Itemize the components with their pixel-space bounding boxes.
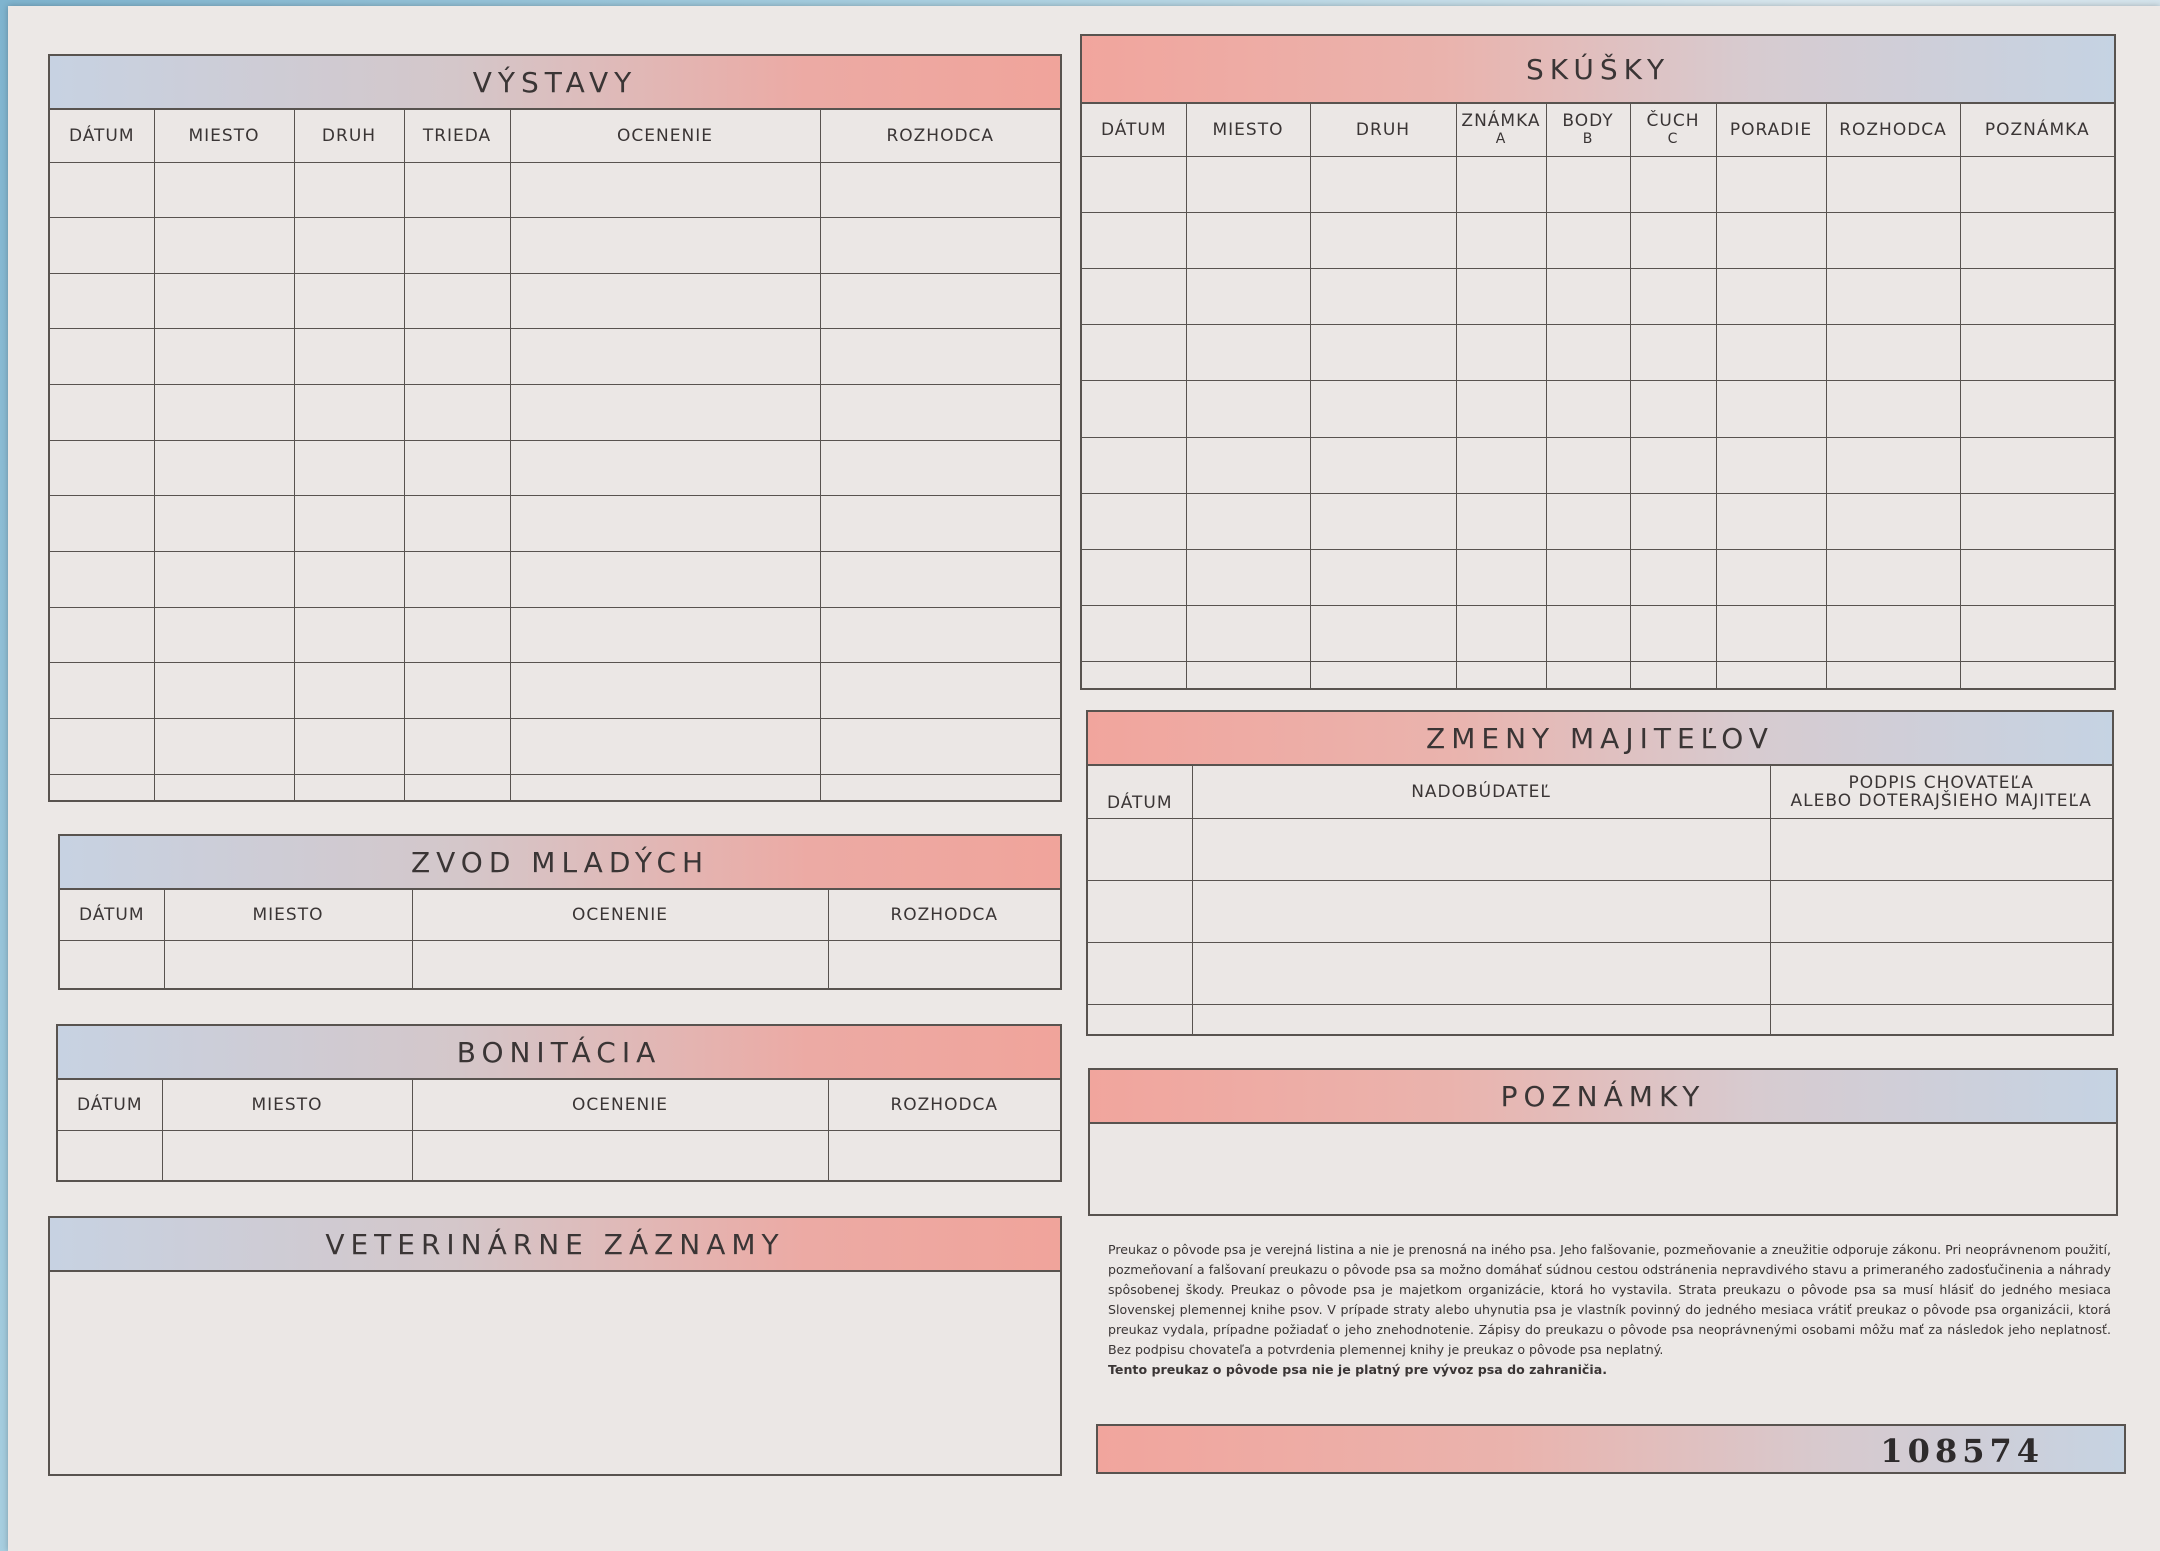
table-cell[interactable] (1456, 212, 1546, 268)
table-cell[interactable] (1088, 818, 1192, 880)
skusky-col-header (1630, 104, 1716, 156)
table-cell[interactable] (1082, 268, 1186, 324)
table-cell[interactable] (510, 663, 820, 719)
table-cell[interactable] (1082, 156, 1186, 212)
table-cell[interactable] (1186, 606, 1310, 662)
table-cell[interactable] (294, 385, 404, 441)
table-cell[interactable] (1770, 943, 2112, 1005)
table-cell[interactable] (1826, 212, 1960, 268)
table-cell[interactable] (820, 329, 1060, 385)
bonitacia-col-header: OCENENIE (412, 1080, 828, 1130)
table-cell[interactable] (294, 329, 404, 385)
zmeny-col-podpis-line1: PODPIS CHOVATEĽA (1848, 772, 2034, 793)
table-cell[interactable] (1186, 437, 1310, 493)
table-cell[interactable] (50, 329, 154, 385)
table-cell[interactable] (1310, 381, 1456, 437)
table-cell[interactable] (1826, 606, 1960, 662)
table-cell[interactable] (1826, 662, 1960, 690)
table-cell[interactable] (1082, 212, 1186, 268)
veterinarne-title: VETERINÁRNE ZÁZNAMY (325, 1227, 785, 1261)
table-cell[interactable] (820, 718, 1060, 774)
table-cell[interactable] (50, 663, 154, 719)
table-row (1082, 437, 2114, 493)
table-cell[interactable] (1082, 437, 1186, 493)
table-cell[interactable] (50, 385, 154, 441)
table-cell[interactable] (294, 273, 404, 329)
table-cell[interactable] (154, 385, 294, 441)
table-row (50, 440, 1060, 496)
table-cell[interactable] (828, 940, 1060, 990)
table-cell[interactable] (1186, 156, 1310, 212)
table-cell[interactable] (294, 774, 404, 802)
table-cell[interactable] (1456, 156, 1546, 212)
table-cell[interactable] (1960, 437, 2114, 493)
skusky-col-header (1716, 104, 1826, 156)
table-cell[interactable] (58, 1130, 162, 1182)
skusky-section (1080, 34, 2116, 690)
zmeny-table (1088, 766, 2112, 1036)
bonitacia-title: BONITÁCIA (456, 1035, 662, 1069)
zmeny-col-podpis-line2: ALEBO DOTERAJŠIEHO MAJITEĽA (1790, 790, 2092, 811)
table-cell[interactable] (1960, 493, 2114, 549)
table-cell[interactable] (1716, 268, 1826, 324)
table-cell[interactable] (510, 774, 820, 802)
zvod-header (60, 836, 1060, 890)
vystavy-col-header: DRUH (294, 110, 404, 162)
table-cell[interactable] (510, 329, 820, 385)
skusky-col-header (1186, 104, 1310, 156)
table-cell[interactable] (1186, 549, 1310, 605)
table-cell[interactable] (1546, 212, 1630, 268)
poznamky-header (1090, 1070, 2116, 1124)
skusky-table (1082, 104, 2114, 690)
poznamky-title: POZNÁMKY (1500, 1079, 1706, 1113)
table-cell[interactable] (820, 385, 1060, 441)
table-cell[interactable] (1456, 437, 1546, 493)
skusky-col-header-label: POZNÁMKA (1984, 119, 2090, 140)
table-cell[interactable] (50, 496, 154, 552)
table-cell[interactable] (1716, 549, 1826, 605)
table-cell[interactable] (828, 1130, 1060, 1182)
zmeny-header (1088, 712, 2112, 766)
table-cell[interactable] (1716, 606, 1826, 662)
table-cell[interactable] (50, 607, 154, 663)
table-cell[interactable] (1082, 606, 1186, 662)
table-cell[interactable] (1630, 662, 1716, 690)
table-cell[interactable] (1960, 606, 2114, 662)
table-cell[interactable] (1716, 325, 1826, 381)
table-cell[interactable] (1630, 268, 1716, 324)
vystavy-col-header: MIESTO (154, 110, 294, 162)
table-row (1082, 381, 2114, 437)
table-cell[interactable] (404, 273, 510, 329)
zmeny-col-datum: DÁTUM (1088, 766, 1192, 818)
table-cell[interactable] (1192, 1005, 1770, 1036)
table-cell[interactable] (1826, 325, 1960, 381)
bonitacia-col-header: ROZHODCA (828, 1080, 1060, 1130)
veterinarne-header (50, 1218, 1060, 1272)
table-cell[interactable] (1546, 662, 1630, 690)
table-cell[interactable] (154, 496, 294, 552)
table-cell[interactable] (1310, 493, 1456, 549)
zmeny-col-nadobudatel: NADOBÚDATEĽ (1192, 766, 1770, 818)
table-cell[interactable] (154, 218, 294, 274)
table-cell[interactable] (1546, 156, 1630, 212)
table-cell[interactable] (154, 273, 294, 329)
table-cell[interactable] (294, 663, 404, 719)
table-cell[interactable] (1088, 943, 1192, 1005)
zvod-table (60, 890, 1060, 990)
skusky-title: SKÚŠKY (1525, 52, 1671, 86)
table-cell[interactable] (510, 218, 820, 274)
table-cell[interactable] (1456, 662, 1546, 690)
skusky-col-header (1826, 104, 1960, 156)
zmeny-section (1086, 710, 2114, 1036)
table-cell[interactable] (1630, 381, 1716, 437)
table-cell[interactable] (294, 551, 404, 607)
table-cell[interactable] (1546, 325, 1630, 381)
table-cell[interactable] (1826, 493, 1960, 549)
table-cell[interactable] (294, 162, 404, 218)
table-cell[interactable] (50, 162, 154, 218)
zvod-col-header: ROZHODCA (828, 890, 1060, 940)
table-cell[interactable] (154, 663, 294, 719)
table-cell[interactable] (510, 496, 820, 552)
table-cell[interactable] (1960, 662, 2114, 690)
table-cell[interactable] (1716, 381, 1826, 437)
skusky-col-header-label: PORADIE (1729, 119, 1813, 140)
table-cell[interactable] (1186, 493, 1310, 549)
table-cell[interactable] (404, 385, 510, 441)
table-cell[interactable] (1630, 325, 1716, 381)
table-cell[interactable] (154, 162, 294, 218)
table-cell[interactable] (154, 440, 294, 496)
table-cell[interactable] (1826, 156, 1960, 212)
table-cell[interactable] (1960, 381, 2114, 437)
table-row (1088, 818, 2112, 880)
pedigree-back-page (8, 6, 2160, 1551)
table-cell[interactable] (404, 774, 510, 802)
table-row (50, 273, 1060, 329)
table-row (50, 385, 1060, 441)
skusky-col-header-label: ZNÁMKA (1461, 110, 1541, 131)
table-cell[interactable] (1082, 549, 1186, 605)
serial-bar (1096, 1424, 2126, 1474)
table-cell[interactable] (1082, 493, 1186, 549)
table-cell[interactable] (1770, 1005, 2112, 1036)
poznamky-section (1088, 1068, 2118, 1216)
table-cell[interactable] (1456, 325, 1546, 381)
table-cell[interactable] (1960, 156, 2114, 212)
zvod-section (58, 834, 1062, 990)
table-cell[interactable] (1546, 381, 1630, 437)
skusky-col-header-sublabel: B (1582, 130, 1594, 147)
table-cell[interactable] (1456, 606, 1546, 662)
table-row (50, 551, 1060, 607)
bonitacia-col-header: MIESTO (162, 1080, 412, 1130)
table-row (50, 496, 1060, 552)
table-cell[interactable] (1082, 662, 1186, 690)
table-row (1088, 943, 2112, 1005)
legal-notice-bold: Tento preukaz o pôvode psa nie je platný pre vývoz psa do zahraničia. (1108, 1362, 1608, 1377)
table-cell[interactable] (1546, 549, 1630, 605)
skusky-col-header (1310, 104, 1456, 156)
table-cell[interactable] (50, 273, 154, 329)
table-cell[interactable] (1192, 943, 1770, 1005)
table-cell[interactable] (1960, 325, 2114, 381)
table-cell[interactable] (1546, 268, 1630, 324)
table-cell[interactable] (404, 329, 510, 385)
table-cell[interactable] (1630, 606, 1716, 662)
table-cell[interactable] (162, 1130, 412, 1182)
bonitacia-table (58, 1080, 1060, 1182)
table-cell[interactable] (1310, 437, 1456, 493)
vystavy-col-header: TRIEDA (404, 110, 510, 162)
table-cell[interactable] (154, 329, 294, 385)
table-row (50, 218, 1060, 274)
table-cell[interactable] (1826, 437, 1960, 493)
table-cell[interactable] (1630, 212, 1716, 268)
table-cell[interactable] (50, 218, 154, 274)
table-cell[interactable] (820, 273, 1060, 329)
vystavy-section (48, 54, 1062, 802)
table-row (50, 162, 1060, 218)
table-cell[interactable] (510, 273, 820, 329)
table-cell[interactable] (1186, 212, 1310, 268)
table-row (1082, 212, 2114, 268)
table-cell[interactable] (154, 607, 294, 663)
bonitacia-section (56, 1024, 1062, 1182)
table-cell[interactable] (820, 774, 1060, 802)
table-cell[interactable] (1716, 156, 1826, 212)
table-row (1088, 880, 2112, 942)
table-cell[interactable] (1826, 381, 1960, 437)
table-row (50, 663, 1060, 719)
table-cell[interactable] (404, 718, 510, 774)
table-cell[interactable] (820, 607, 1060, 663)
skusky-col-header (1960, 104, 2114, 156)
vystavy-col-header: ROZHODCA (820, 110, 1060, 162)
table-cell[interactable] (404, 607, 510, 663)
table-cell[interactable] (1630, 493, 1716, 549)
table-cell[interactable] (1082, 325, 1186, 381)
table-cell[interactable] (1456, 268, 1546, 324)
table-cell[interactable] (404, 162, 510, 218)
table-row (1082, 606, 2114, 662)
table-cell[interactable] (1456, 381, 1546, 437)
table-cell[interactable] (1546, 606, 1630, 662)
table-cell[interactable] (1770, 818, 2112, 880)
table-cell[interactable] (294, 496, 404, 552)
table-cell[interactable] (50, 774, 154, 802)
table-cell[interactable] (1310, 325, 1456, 381)
table-cell[interactable] (1310, 662, 1456, 690)
table-row (50, 774, 1060, 802)
table-cell[interactable] (1186, 662, 1310, 690)
table-cell[interactable] (50, 440, 154, 496)
table-cell[interactable] (1630, 437, 1716, 493)
table-cell[interactable] (1770, 880, 2112, 942)
table-cell[interactable] (1310, 549, 1456, 605)
zvod-col-header: OCENENIE (412, 890, 828, 940)
bonitacia-col-header: DÁTUM (58, 1080, 162, 1130)
vystavy-header (50, 56, 1060, 110)
table-cell[interactable] (412, 1130, 828, 1182)
table-cell[interactable] (50, 718, 154, 774)
skusky-header (1082, 36, 2114, 104)
skusky-col-header-label: DÁTUM (1100, 119, 1167, 140)
table-row (50, 607, 1060, 663)
table-cell[interactable] (510, 385, 820, 441)
table-cell[interactable] (404, 663, 510, 719)
table-cell[interactable] (294, 440, 404, 496)
table-cell[interactable] (1310, 268, 1456, 324)
table-cell[interactable] (510, 162, 820, 218)
table-cell[interactable] (510, 440, 820, 496)
table-cell[interactable] (60, 940, 164, 990)
table-cell[interactable] (1960, 549, 2114, 605)
table-cell[interactable] (1826, 268, 1960, 324)
table-cell[interactable] (404, 440, 510, 496)
table-cell[interactable] (1186, 381, 1310, 437)
table-cell[interactable] (294, 607, 404, 663)
table-row (1082, 493, 2114, 549)
table-cell[interactable] (1716, 493, 1826, 549)
table-cell[interactable] (412, 940, 828, 990)
table-cell[interactable] (154, 551, 294, 607)
table-cell[interactable] (1716, 662, 1826, 690)
table-row (58, 1130, 1060, 1182)
table-cell[interactable] (510, 718, 820, 774)
table-cell[interactable] (1546, 493, 1630, 549)
bonitacia-header (58, 1026, 1060, 1080)
zvod-col-header: DÁTUM (60, 890, 164, 940)
table-cell[interactable] (820, 496, 1060, 552)
table-cell[interactable] (404, 218, 510, 274)
table-cell[interactable] (820, 218, 1060, 274)
table-cell[interactable] (1630, 156, 1716, 212)
table-row (1082, 325, 2114, 381)
table-cell[interactable] (820, 440, 1060, 496)
table-cell[interactable] (1192, 818, 1770, 880)
vystavy-col-header: OCENENIE (510, 110, 820, 162)
skusky-col-header-label: BODY (1562, 110, 1614, 131)
table-row (1082, 268, 2114, 324)
table-cell[interactable] (294, 218, 404, 274)
table-cell[interactable] (1310, 156, 1456, 212)
table-row (1082, 662, 2114, 690)
table-cell[interactable] (1960, 268, 2114, 324)
table-cell[interactable] (1716, 212, 1826, 268)
table-cell[interactable] (50, 551, 154, 607)
zmeny-title: ZMENY MAJITEĽOV (1426, 721, 1774, 755)
skusky-col-header-sublabel: A (1495, 130, 1507, 147)
skusky-col-header-sublabel: C (1667, 130, 1679, 147)
table-cell[interactable] (1960, 212, 2114, 268)
table-cell[interactable] (820, 663, 1060, 719)
zmeny-col-podpis (1770, 766, 2112, 818)
table-cell[interactable] (404, 496, 510, 552)
table-cell[interactable] (1826, 549, 1960, 605)
table-row (1082, 549, 2114, 605)
skusky-col-header-label: MIESTO (1212, 119, 1284, 140)
table-cell[interactable] (820, 551, 1060, 607)
skusky-col-header (1456, 104, 1546, 156)
table-cell[interactable] (154, 774, 294, 802)
table-row (1082, 156, 2114, 212)
table-cell[interactable] (1186, 325, 1310, 381)
table-cell[interactable] (1082, 381, 1186, 437)
table-cell[interactable] (1630, 549, 1716, 605)
table-cell[interactable] (1456, 549, 1546, 605)
table-cell[interactable] (294, 718, 404, 774)
legal-notice (1108, 1240, 2111, 1380)
table-cell[interactable] (404, 551, 510, 607)
table-cell[interactable] (1716, 437, 1826, 493)
zvod-title: ZVOD MLADÝCH (410, 845, 710, 879)
table-cell[interactable] (1186, 268, 1310, 324)
table-cell[interactable] (1310, 606, 1456, 662)
veterinarne-section (48, 1216, 1062, 1476)
table-row (60, 940, 1060, 990)
table-cell[interactable] (510, 607, 820, 663)
table-cell[interactable] (820, 162, 1060, 218)
vystavy-col-header: DÁTUM (50, 110, 154, 162)
table-cell[interactable] (1088, 1005, 1192, 1036)
table-row (50, 329, 1060, 385)
vystavy-title: VÝSTAVY (472, 65, 638, 99)
table-cell[interactable] (1088, 880, 1192, 942)
table-cell[interactable] (154, 718, 294, 774)
table-cell[interactable] (1456, 493, 1546, 549)
table-cell[interactable] (1310, 212, 1456, 268)
zvod-col-header: MIESTO (164, 890, 412, 940)
veterinarne-blank-area[interactable] (50, 1272, 1060, 1528)
skusky-col-header (1082, 104, 1186, 156)
table-cell[interactable] (1192, 880, 1770, 942)
skusky-col-header-label: ROZHODCA (1839, 119, 1947, 140)
legal-notice-text: Preukaz o pôvode psa je verejná listina a nie je prenosná na iného psa. Jeho falšovanie, pozmeňovanie a zneužitie odporuje zákonu. Pri neoprávnenom použití, pozmeňovaní a falšovaní preukazu o pôvode psa sa možno domáhať súdnou cestou odstránenia nepravdivého stavu a primeraného zadosťučinenia a náhrady spôsobenej škody. Preukaz o pôvode psa je majetkom organizácie, ktorá ho vystavila. Strata preukazu o pôvode psa sa musí hlásiť do jedného mesiaca Slovenskej plemennej knihe psov. V prípade straty alebo uhynutia psa je vlastník povinný do jedného mesiaca vrátiť preukaz o pôvode psa organizácii, ktorá preukaz vydala, prípadne požiadať o jeho znehodnotenie. Zápisy do preukazu o pôvode psa neoprávnenými osobami môžu mať za následok jeho neplatnosť. Bez podpisu chovateľa a potvrdenia plemennej knihy je preukaz o pôvode psa neplatný. (1108, 1242, 2111, 1357)
skusky-col-header (1546, 104, 1630, 156)
vystavy-table (50, 110, 1060, 802)
table-row (1088, 1005, 2112, 1036)
table-cell[interactable] (164, 940, 412, 990)
serial-number: 108574 (1880, 1432, 2044, 1470)
skusky-col-header-label: DRUH (1355, 119, 1411, 140)
table-cell[interactable] (510, 551, 820, 607)
table-row (50, 718, 1060, 774)
table-cell[interactable] (1546, 437, 1630, 493)
skusky-col-header-label: ČUCH (1646, 110, 1700, 131)
